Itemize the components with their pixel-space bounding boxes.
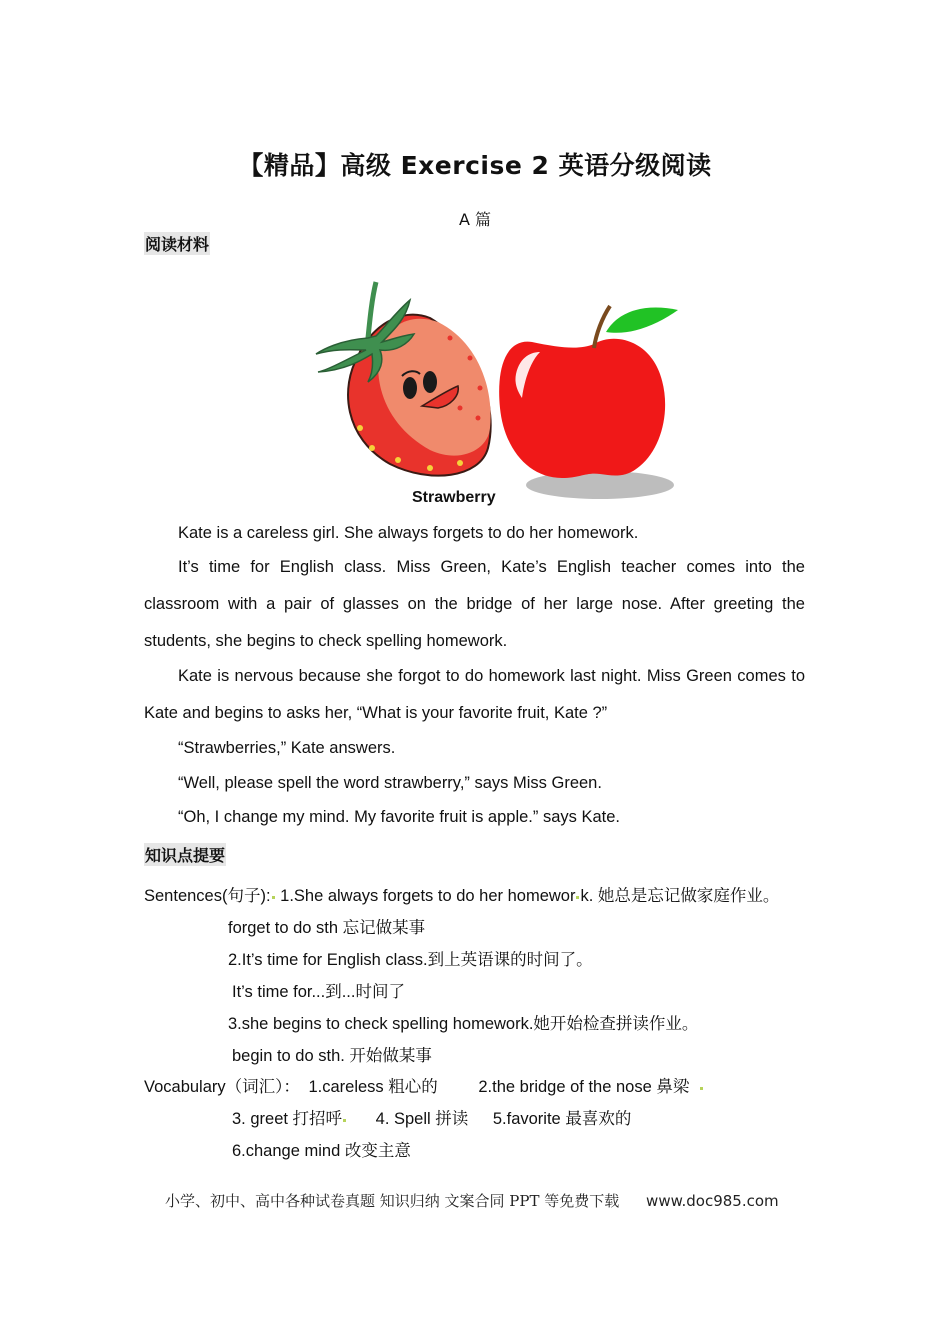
sentence-3: 3.she begins to check spelling homework.她开始检查拼读作业。 xyxy=(228,1015,699,1033)
section-subtitle: A 篇 xyxy=(458,210,492,229)
strawberry-apple-illustration xyxy=(310,278,690,508)
marker-dot xyxy=(700,1087,703,1090)
document-title: 【精品】高级 Exercise 2 英语分级阅读 xyxy=(238,151,712,180)
page-footer xyxy=(165,1190,779,1211)
paragraph-2: It’s time for English class. Miss Green, Kate’s English teacher comes into the classroom with a pair of glasses on the bridge of her large nose. After greeting the students, she begins to check spelling homework. xyxy=(144,558,805,650)
vocab-1: 1.careless 粗心的 xyxy=(308,1078,438,1096)
marker-dot xyxy=(272,896,275,899)
image-caption: Strawberry xyxy=(412,489,496,506)
vocabulary-line-2 xyxy=(232,1105,631,1129)
sentence-1-line xyxy=(144,882,779,906)
apple-icon xyxy=(499,306,678,478)
sentence-1-part-b: k. 她总是忘记做家庭作业。 xyxy=(580,887,780,905)
reading-material-heading: 阅读材料 xyxy=(144,232,210,255)
paragraph-1: Kate is a careless girl. She always forgets to do her homework. xyxy=(178,524,639,542)
paragraph-3: Kate is nervous because she forgot to do homework last night. Miss Green comes to Kate and begins to asks her, “What is your favorite fruit, Kate ?” xyxy=(144,667,805,722)
sentence-1-part-a: 1.She always forgets to do her homewor xyxy=(280,887,576,905)
strawberry-icon xyxy=(316,282,491,476)
vocabulary-label: Vocabulary（词汇）： xyxy=(144,1078,300,1096)
footer-url-link[interactable]: www.doc985.com xyxy=(646,1192,779,1210)
paragraph-6: “Oh, I change my mind. My favorite fruit is apple.” says Kate. xyxy=(178,808,621,826)
vocab-2: 2.the bridge of the nose 鼻梁 xyxy=(478,1078,690,1096)
sentence-2: 2.It’s time for English class.到上英语课的时间了。 xyxy=(228,951,593,969)
paragraph-5: “Well, please spell the word strawberry,” says Miss Green. xyxy=(178,774,602,792)
vocab-4: 4. Spell 拼读 xyxy=(375,1110,469,1128)
sentences-label: Sentences(句子): xyxy=(144,887,271,905)
sentence-1-note: forget to do sth 忘记做某事 xyxy=(228,919,426,937)
vocab-3: 3. greet 打招呼 xyxy=(232,1110,343,1128)
footer-text: 小学、初中、高中各种试卷真题 知识归纳 文案合同 PPT 等免费下载 xyxy=(165,1192,620,1210)
sentence-2-note: It’s time for...到...时间了 xyxy=(232,983,405,1001)
marker-dot xyxy=(343,1119,346,1122)
knowledge-points-heading: 知识点提要 xyxy=(144,843,226,866)
vocabulary-line-1 xyxy=(144,1073,704,1097)
vocab-6: 6.change mind 改变主意 xyxy=(232,1142,411,1160)
paragraph-4: “Strawberries,” Kate answers. xyxy=(178,739,396,757)
vocab-5: 5.favorite 最喜欢的 xyxy=(492,1110,632,1128)
sentence-3-note: begin to do sth. 开始做某事 xyxy=(232,1047,432,1065)
